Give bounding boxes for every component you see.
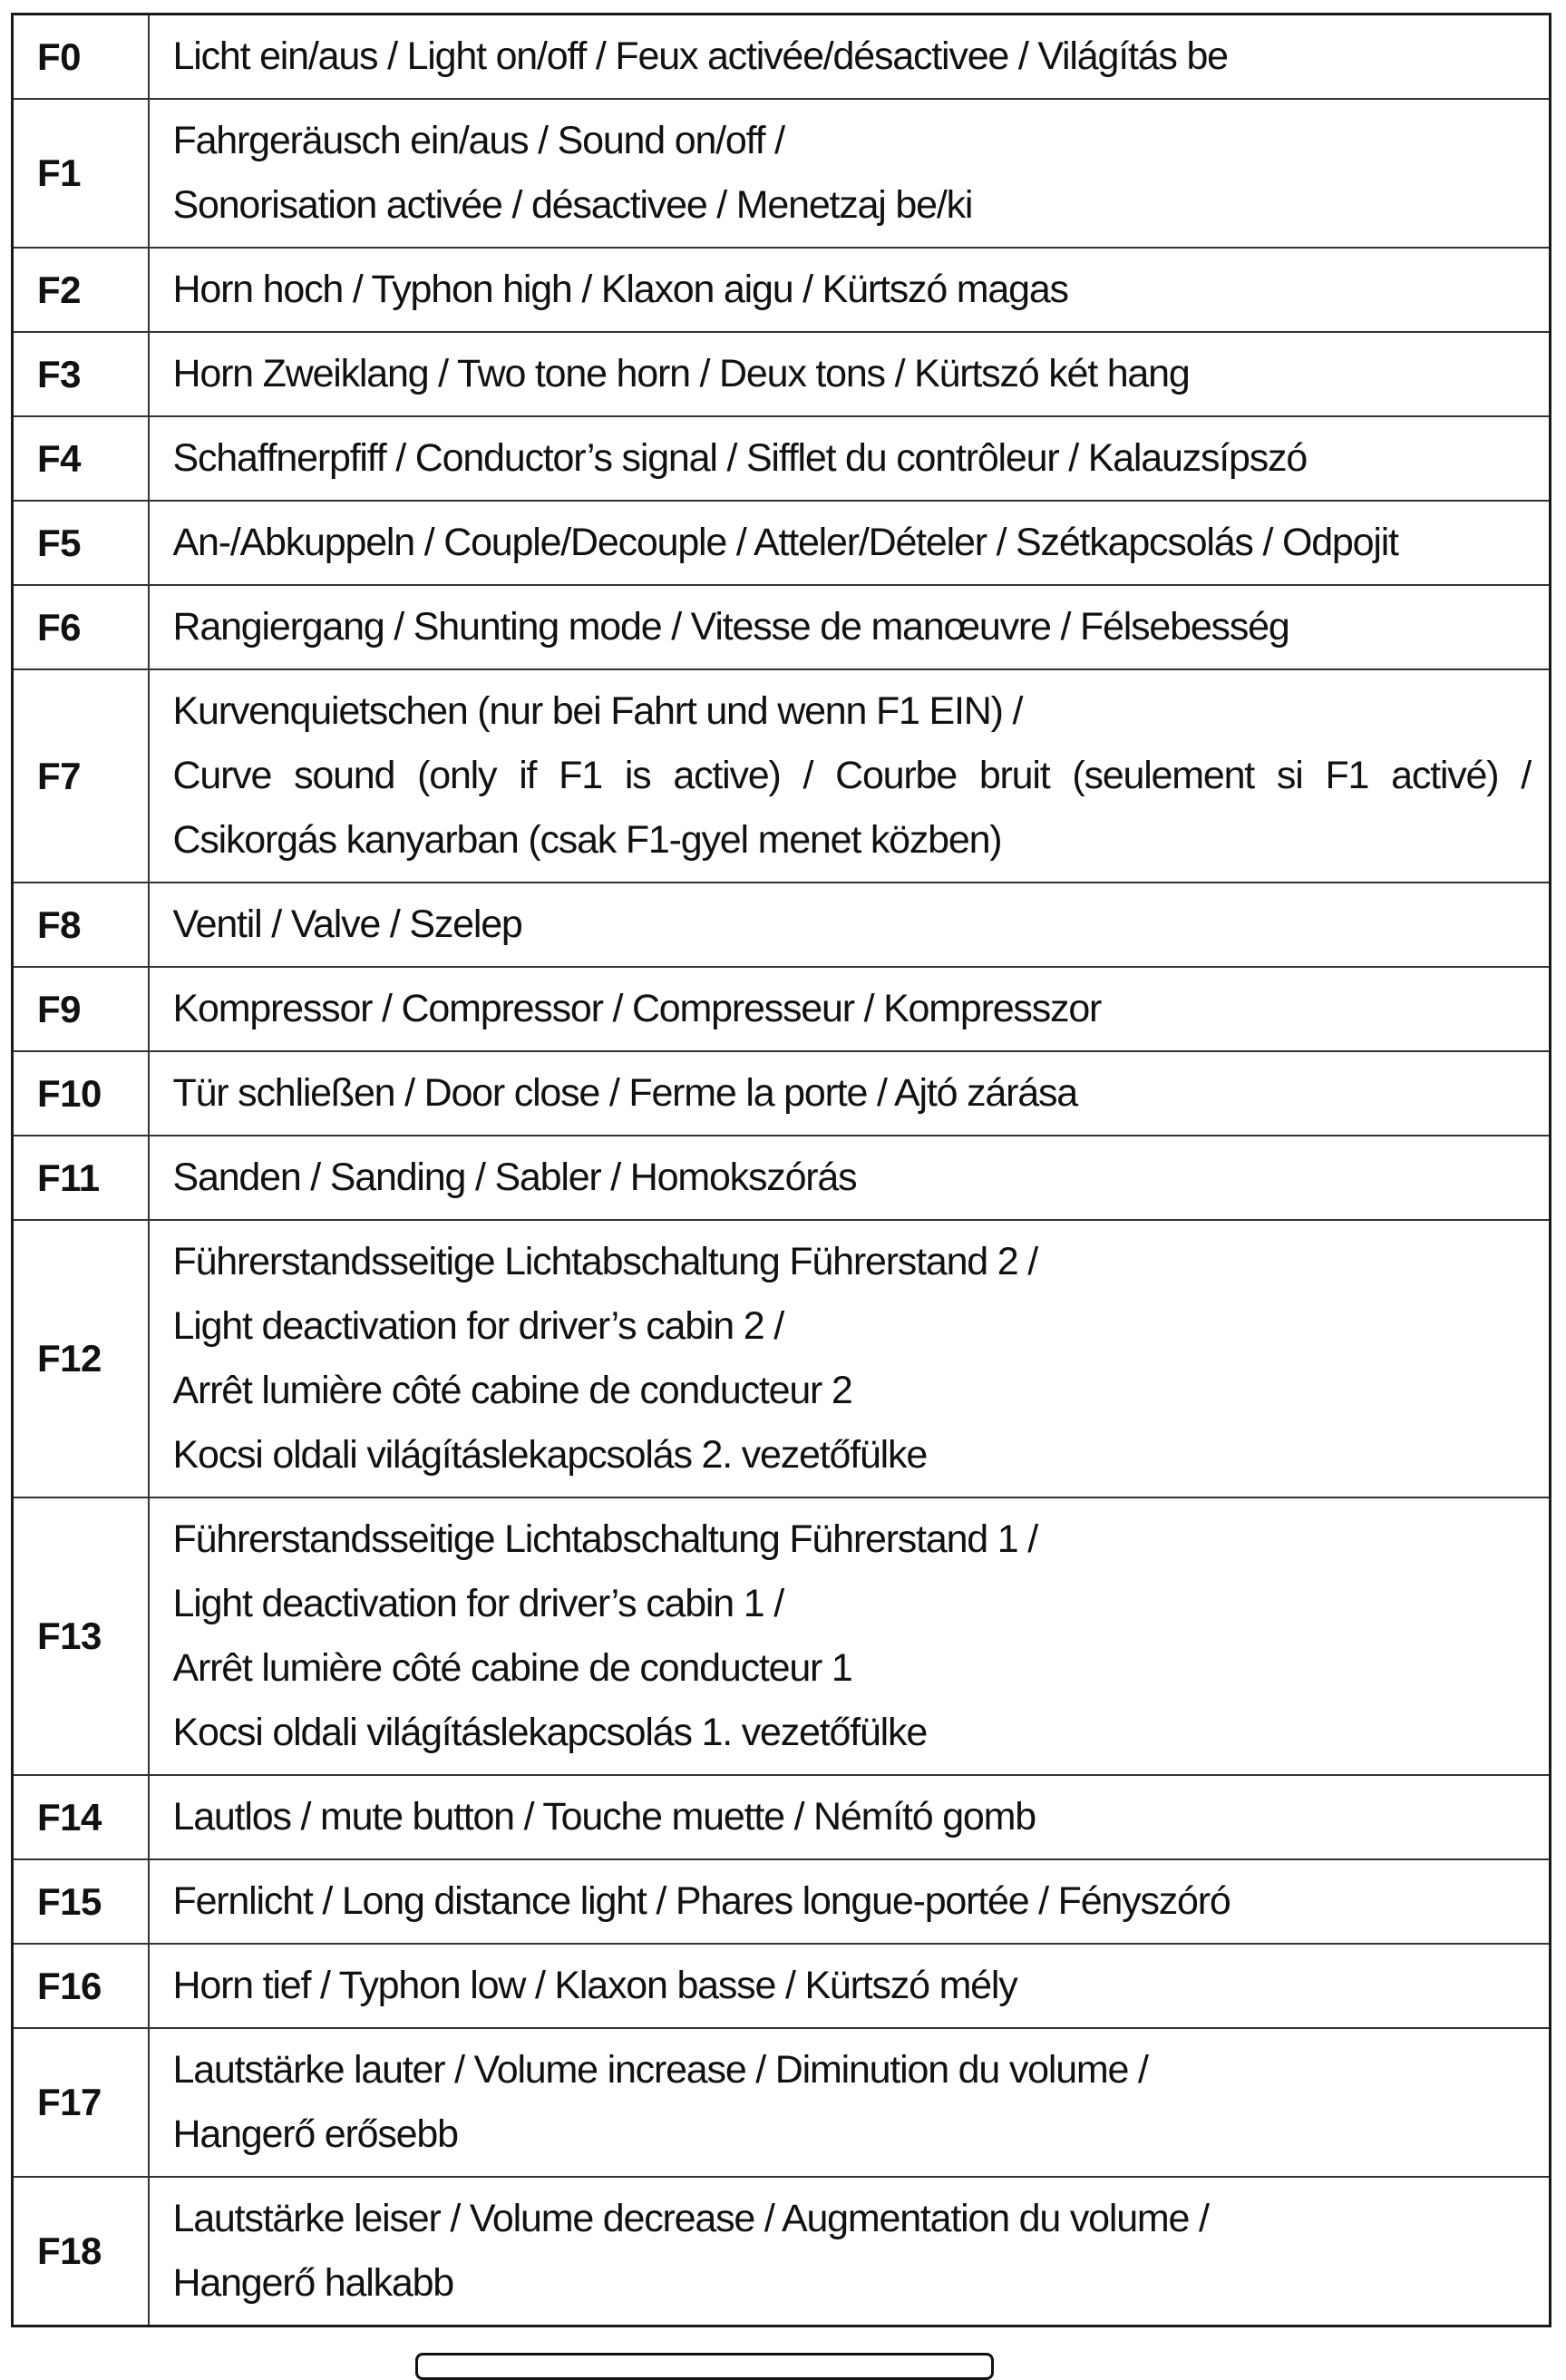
description-line: Fahrgeräusch ein/aus / Sound on/off /	[172, 119, 784, 162]
function-description	[149, 15, 1551, 100]
function-row-f3	[13, 332, 1551, 416]
function-row-f16	[13, 1944, 1551, 2028]
function-description	[149, 1497, 1551, 1775]
function-row-f6	[13, 585, 1551, 669]
description-line: Tür schließen / Door close / Ferme la porte / Ajtó zárása	[172, 1071, 1077, 1115]
function-row-f8	[13, 883, 1551, 967]
function-row-f10	[13, 1051, 1551, 1136]
function-description	[149, 248, 1551, 332]
function-row-f17	[13, 2028, 1551, 2177]
function-description	[149, 967, 1551, 1051]
function-description	[149, 501, 1551, 585]
description-line: Schaffnerpfiff / Conductor’s signal / Sifflet du contrôleur / Kalauzsípszó	[172, 436, 1308, 480]
description-line: An-/Abkuppeln / Couple/Decouple / Atteler/Dételer / Szétkapcsolás / Odpojit	[172, 521, 1398, 564]
description-line: Sonorisation activée / désactivee / Menetzaj be/ki	[172, 183, 973, 227]
description-line: Horn Zweiklang / Two tone horn / Deux tons / Kürtszó két hang	[172, 352, 1190, 395]
function-row-f14	[13, 1775, 1551, 1859]
function-row-f1	[13, 99, 1551, 248]
function-row-f13	[13, 1497, 1551, 1775]
description-line: Lautlos / mute button / Touche muette / Némító gomb	[172, 1795, 1036, 1839]
function-row-f12	[13, 1220, 1551, 1497]
function-description	[149, 585, 1551, 669]
function-description	[149, 1051, 1551, 1136]
function-description	[149, 1859, 1551, 1944]
description-line: Lautstärke lauter / Volume increase / Diminution du volume /	[172, 2048, 1148, 2092]
description-line: Führerstandsseitige Lichtabschaltung Führerstand 2 /	[172, 1240, 1037, 1283]
description-line: Kocsi oldali világításlekapcsolás 1. vezetőfülke	[172, 1711, 928, 1754]
description-line: Ventil / Valve / Szelep	[172, 902, 522, 946]
function-description	[149, 416, 1551, 501]
function-key: F1	[13, 99, 149, 248]
description-line: Horn hoch / Typhon high / Klaxon aigu / Kürtszó magas	[172, 268, 1068, 311]
description-line: Light deactivation for driver’s cabin 1 /	[172, 1582, 783, 1625]
function-description	[149, 332, 1551, 416]
function-key: F4	[13, 416, 149, 501]
function-table	[11, 13, 1551, 2327]
function-key: F13	[13, 1497, 149, 1775]
function-description	[149, 1944, 1551, 2028]
function-row-f0	[13, 15, 1551, 100]
function-key: F11	[13, 1136, 149, 1220]
description-line: Csikorgás kanyarban (csak F1-gyel menet közben)	[172, 818, 1002, 862]
function-row-f2	[13, 248, 1551, 332]
function-row-f18	[13, 2177, 1551, 2326]
description-line: Fernlicht / Long distance light / Phares longue-portée / Fényszóró	[172, 1879, 1230, 1923]
description-line: Kompressor / Compressor / Compresseur / Kompresszor	[172, 987, 1102, 1030]
function-key: F0	[13, 15, 149, 100]
function-description	[149, 2028, 1551, 2177]
function-description	[149, 669, 1551, 883]
function-key: F16	[13, 1944, 149, 2028]
description-line: Licht ein/aus / Light on/off / Feux activée/désactivee / Világítás be	[172, 34, 1228, 78]
function-key: F5	[13, 501, 149, 585]
description-line: Führerstandsseitige Lichtabschaltung Führerstand 1 /	[172, 1517, 1037, 1561]
function-key: F18	[13, 2177, 149, 2326]
description-line: Rangiergang / Shunting mode / Vitesse de manœuvre / Félsebesség	[172, 605, 1289, 649]
description-line: Kocsi oldali világításlekapcsolás 2. vezetőfülke	[172, 1433, 928, 1477]
function-row-f11	[13, 1136, 1551, 1220]
function-row-f9	[13, 967, 1551, 1051]
function-key: F10	[13, 1051, 149, 1136]
page-footer-tab	[415, 2353, 994, 2380]
function-table-body	[13, 15, 1551, 2326]
description-line: Horn tief / Typhon low / Klaxon basse / Kürtszó mély	[172, 1964, 1017, 2007]
function-description	[149, 99, 1551, 248]
function-description	[149, 883, 1551, 967]
function-key: F3	[13, 332, 149, 416]
description-line: Sanden / Sanding / Sabler / Homokszórás	[172, 1156, 857, 1199]
function-key: F14	[13, 1775, 149, 1859]
description-line: Hangerő halkabb	[172, 2261, 454, 2305]
function-key: F2	[13, 248, 149, 332]
function-key: F15	[13, 1859, 149, 1944]
function-description	[149, 1220, 1551, 1497]
function-row-f7	[13, 669, 1551, 883]
description-line: Kurvenquietschen (nur bei Fahrt und wenn F1 EIN) /	[172, 689, 1023, 733]
function-row-f4	[13, 416, 1551, 501]
description-line: Curve sound (only if F1 is active) / Courbe bruit (seulement si F1 activé) /	[172, 754, 1531, 797]
function-row-f15	[13, 1859, 1551, 1944]
function-key: F12	[13, 1220, 149, 1497]
description-line: Lautstärke leiser / Volume decrease / Augmentation du volume /	[172, 2197, 1209, 2240]
function-row-f5	[13, 501, 1551, 585]
function-key: F9	[13, 967, 149, 1051]
description-line: Hangerő erősebb	[172, 2112, 458, 2156]
function-key: F17	[13, 2028, 149, 2177]
function-description	[149, 2177, 1551, 2326]
function-description	[149, 1775, 1551, 1859]
function-key: F6	[13, 585, 149, 669]
function-key: F7	[13, 669, 149, 883]
description-line: Arrêt lumière côté cabine de conducteur 1	[172, 1646, 852, 1690]
function-description	[149, 1136, 1551, 1220]
description-line: Arrêt lumière côté cabine de conducteur 2	[172, 1369, 852, 1412]
function-key: F8	[13, 883, 149, 967]
description-line: Light deactivation for driver’s cabin 2 /	[172, 1304, 783, 1348]
